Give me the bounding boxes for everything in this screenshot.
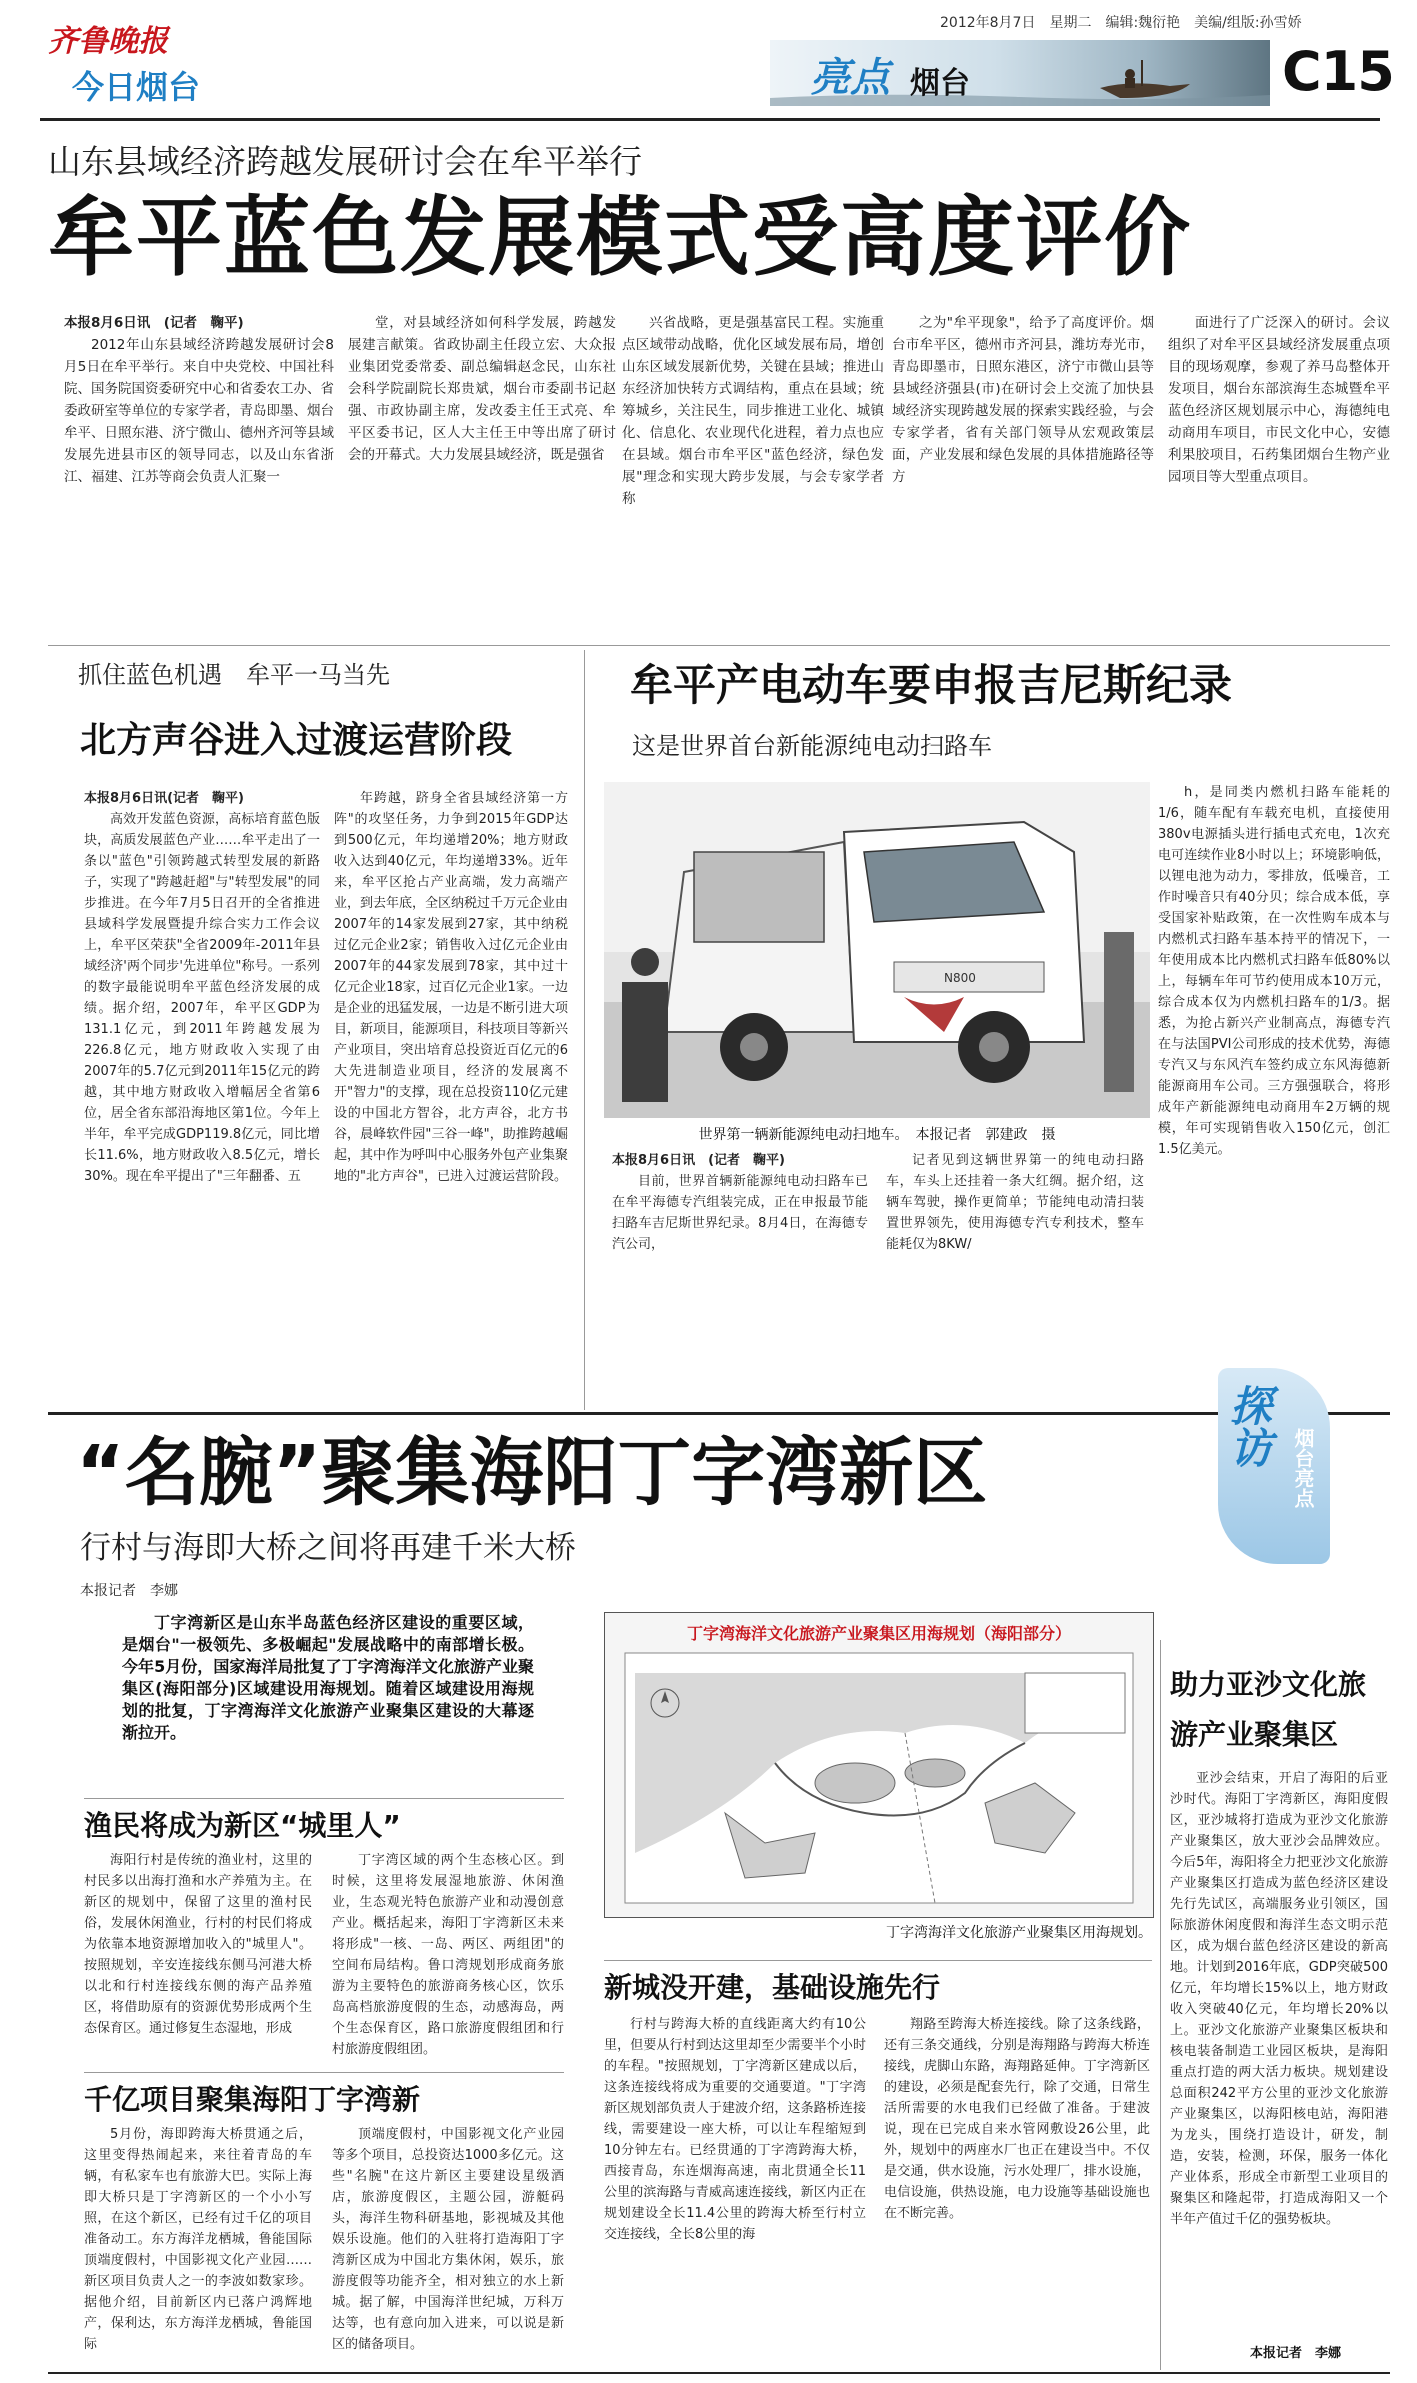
sec2-col-1 xyxy=(84,2124,312,2364)
story2-headline: 北方声谷进入过渡运营阶段 xyxy=(80,720,513,761)
lead-col-2 xyxy=(348,312,616,642)
page-bottom-rule xyxy=(48,2372,1390,2374)
lead-headline: 牟平蓝色发展模式受高度评价 xyxy=(48,188,1192,288)
truck-photo xyxy=(604,782,1150,1118)
sec2-top-rule xyxy=(84,2072,564,2073)
masthead-rule xyxy=(40,118,1380,121)
coastline-map-icon xyxy=(605,1613,1153,1917)
sec2-text-1: 5月份，海即跨海大桥贯通之后，这里变得热闹起来，来往着青岛的车辆，有私家车也有旅游大巴。实际上海即大桥只是丁字湾新区的一个小小写照，在这个新区，已经有过千亿的项目准备动工。东方海洋龙栖城，鲁能国际顶端度假村，中国影视文化产业园……新区项目负责人之一的李波如数家珍。据他介绍，目前新区内已落户鸿辉地产，保利达，东方海洋龙栖城，鲁能国际 xyxy=(84,2127,312,2352)
feature-headline: “名腕”聚集海阳丁字湾新区 xyxy=(76,1430,988,1516)
sec1-col-2 xyxy=(332,1850,564,2060)
story3-col-1 xyxy=(612,1150,868,1404)
planning-map xyxy=(604,1612,1154,1918)
sec3-col-1 xyxy=(604,2014,866,2364)
sweeper-truck-icon xyxy=(604,782,1150,1118)
story3-col-2 xyxy=(886,1150,1144,1404)
sec2-col-2 xyxy=(332,2124,564,2364)
tanfang-badge xyxy=(1218,1368,1330,1564)
story3-subhead: 这是世界首台新能源纯电动扫路车 xyxy=(632,732,992,760)
lead-byline: 本报8月6日讯 (记者 鞠平) xyxy=(64,315,244,331)
banner-title: 亮点 xyxy=(810,55,890,101)
lead-text-5: 面进行了广泛深入的研讨。会议组织了对牟平区县域经济发展重点项目的现场观摩，参观了养马岛整体开发项目，烟台东部滨海生态城暨牟平蓝色经济区规划展示中心，海德纯电动商用车项目，市民文化中心，安德利果胶项目，石药集团烟台生物产业园项目等大型重点项目。 xyxy=(1168,315,1390,485)
badge-big-text: 探访 xyxy=(1224,1384,1273,1468)
lead-col-1 xyxy=(64,312,334,642)
story2-text-1: 高效开发蓝色资源，高标培育蓝色版块，高质发展蓝色产业……牟平走出了一条以"蓝色"引领跨越式转型发展的新路子，实现了"跨越赶超"与"转型发展"的同步推进。在今年7月5日召开的全省推进县域科学发展暨提升综合实力工作会议上，牟平区荣获"全省2009年-2011年县域经济'两个同步'先进单位"称号。一系列的数字最能说明牟平蓝色经济发展的成绩。据介绍，2007年，牟平区GDP为131.1亿元，到2011年跨越发展为226.8亿元，地方财政收入实现了由2007年的5.7亿元到2011年15亿元的跨越，其中地方财政收入增幅居全省第6位，居全省东部沿海地区第1位。今年上半年，牟平完成GDP119.8亿元，同比增长11.6%，地方财政收入8.5亿元，增长30%。现在牟平提出了"三年翻番、五 xyxy=(84,812,320,1184)
column-divider xyxy=(584,650,585,1410)
sec3-text-1: 行村与跨海大桥的直线距离大约有10公里，但要从行村到达这里却至少需要半个小时的车程。"按照规划，丁字湾新区建成以后，这条连接线将成为重要的交通要道。"丁字湾新区规划部负责人于建波介绍，这条路桥连接线，需要建设一座大桥，可以让车程缩短到10分钟左右。已经贯通的丁字湾跨海大桥，西接青岛，东连烟海高速，南北贯通全长11公里的滨海路与青威高速连接线，新区内正在规划建设全长11.4公里的跨海大桥至行村立交连接线，全长8公里的海 xyxy=(604,2017,866,2242)
story3-col-3 xyxy=(1158,782,1390,1404)
sec1-text-1: 海阳行村是传统的渔业村，这里的村民多以出海打渔和水产养殖为主。在新区的规划中，保留了这里的渔村民俗，发展休闲渔业，行村的村民们将成为依靠本地资源增加收入的"城里人"。按照规划，辛安连接线东侧马河港大桥以北和行村连接线东侧的海产品养殖区，将借助原有的资源优势形成两个生态保育区。通过修复生态湿地，形成 xyxy=(84,1853,312,2036)
story2-kicker: 抓住蓝色机遇 牟平一马当先 xyxy=(78,661,390,689)
sec3-title: 新城没开建，基础设施先行 xyxy=(604,1971,941,2004)
badge-small-text: 烟台亮点 xyxy=(1291,1428,1315,1508)
lead-kicker: 山东县域经济跨越发展研讨会在牟平举行 xyxy=(48,142,642,181)
lead-col-5 xyxy=(1168,312,1390,642)
sec3-col-2 xyxy=(884,2014,1150,2364)
sec1-col-1 xyxy=(84,1850,312,2060)
lead-text-1: 2012年山东县域经济跨越发展研讨会8月5日在牟平举行。来自中央党校、中国社科院、国务院国资委研究中心和省委农工办、省委政研室等单位的专家学者，青岛即墨、烟台牟平、日照东港、济宁微山、德州齐河等县域发展先进县市区的领导同志，以及山东省浙江、福建、江苏等商会负责人汇聚一 xyxy=(64,337,334,485)
truck-photo-caption: 世界第一辆新能源纯电动扫地车。 本报记者 郭建政 摄 xyxy=(698,1127,1056,1143)
story2-col-1 xyxy=(84,788,320,1398)
truck-plate: N800 xyxy=(944,971,976,985)
sidebar-body xyxy=(1170,1768,1388,2338)
lead-col-4 xyxy=(892,312,1154,642)
map-caption: 丁字湾海洋文化旅游产业聚集区用海规划。 xyxy=(886,1925,1152,1941)
sidebar-text: 亚沙会结束，开启了海阳的后亚沙时代。海阳丁字湾新区，海阳度假区，亚沙城将打造成为亚沙文化旅游产业聚集区，放大亚沙会品牌效应。今后5年，海阳将全力把亚沙文化旅游产业聚集区打造成为蓝色经济区建设先行先试区，高端服务业引领区，国际旅游休闲度假和海洋生态文明示范区，成为烟台蓝色经济区建设的新高地。计划到2016年底，GDP突破500亿元，年均增长15%以上，地方财政收入突破40亿元，年均增长20%以上。亚沙文化旅游产业聚集区板块和核电装备制造工业园区板块，是海阳重点打造的两大活力板块。规划建设总面积242平方公里的亚沙文化旅游产业聚集区，以海阳核电站，海阳港为龙头，围绕打造设计，研发，制造，安装，检测，环保，服务一体化产业体系，形成全市新型工业项目的聚集区和隆起带，打造成海阳又一个半年产值过千亿的强势板块。 xyxy=(1170,1771,1388,2227)
banner-strip xyxy=(770,40,1270,106)
lead-text-2: 堂，对县域经济如何科学发展，跨越发展建言献策。省政协副主任段立宏、大众报业集团党委常委、副总编辑赵念民，山东社会科学院副院长郑贵斌，烟台市委副书记赵强、市政协副主席，发改委主任王式亮、牟平区委书记，区人大主任王中等出席了研讨会的开幕式。大力发展县域经济，既是强省 xyxy=(348,315,616,463)
sec2-title: 千亿项目聚集海阳丁字湾新 xyxy=(84,2083,421,2116)
lead-col-3 xyxy=(622,312,884,642)
sidebar-divider xyxy=(1160,1640,1161,2370)
feature-top-rule xyxy=(48,1412,1390,1415)
feature-intro: 丁字湾新区是山东半岛蓝色经济区建设的重要区域，是烟台"一极领先、多极崛起"发展战略中的南部增长极。今年5月份，国家海洋局批复了丁字湾海洋文化旅游产业聚集区(海阳部分)区域建设用海规划。随着区域建设用海规划的批复，丁字湾海洋文化旅游产业聚集区建设的大幕逐渐拉开。 xyxy=(122,1613,534,1742)
section-name: 今日烟台 xyxy=(72,68,201,106)
story2-col-2 xyxy=(334,788,568,1398)
lead-bottom-rule xyxy=(48,645,1390,646)
page-number: C15 xyxy=(1282,40,1394,103)
lead-text-3: 兴省战略，更是强基富民工程。实施重点区域带动战略，优化区域发展布局，增创山东区域发展新优势，关键在县域；推进山东经济加快转方式调结构，重点在县域；统筹城乡，关注民生，同步推进工业化、城镇化、信息化、农业现代化进程，着力点也应在县域。烟台市牟平区"蓝色经济，绿色发展"理念和实现大跨步发展，与会专家学者称 xyxy=(622,315,884,507)
lead-text-4: 之为"牟平现象"，给予了高度评价。烟台市牟平区，德州市齐河县，潍坊寿光市，青岛即墨市，日照东港区，济宁市微山县等县域经济强县(市)在研讨会上交流了加快县域经济实现跨越发展的探索实践经验，与会专家学者，省有关部门领导从宏观政策层面，产业发展和绿色发展的具体措施路径等方 xyxy=(892,315,1154,485)
paper-logo: 齐鲁晚报 xyxy=(48,24,168,59)
feature-byline: 本报记者 李娜 xyxy=(80,1583,178,1599)
sidebar-byline: 本报记者 李娜 xyxy=(1250,2346,1342,2361)
story3-headline: 牟平产电动车要申报吉尼斯纪录 xyxy=(630,661,1232,711)
story3-text-3: h，是同类内燃机扫路车能耗的1/6，随车配有车载充电机，直接使用380v电源插头进行插电式充电，1次充电可连续作业8小时以上；环境影响低，以锂电池为动力，零排放，低噪音，工作时噪音只有40分贝；综合成本低，享受国家补贴政策，在一次性购车成本与内燃机式扫路车基本持平的情况下，一年使用成本比内燃机式扫路车低80%以上，每辆车年可节约使用成本10万元，综合成本仅为内燃机扫路车的1/3。据悉，为抢占新兴产业制高点，海德专汽在与法国PVI公司形成的技术优势，海德专汽又与东风汽车签约成立东风海德新能源商用车公司。三方强强联合，将形成年产新能源纯电动商用车2万辆的规模，年可实现销售收入150亿元，创汇1.5亿美元。 xyxy=(1158,785,1390,1157)
story3-text-1: 目前，世界首辆新能源纯电动扫路车已在牟平海德专汽组装完成，正在申报最节能扫路车吉尼斯世界纪录。8月4日，在海德专汽公司， xyxy=(612,1174,868,1252)
banner-city: 烟台 xyxy=(910,66,970,101)
sec3-top-rule xyxy=(604,1960,1152,1961)
story2-byline: 本报8月6日讯(记者 鞠平) xyxy=(84,791,244,806)
story2-text-2: 年跨越，跻身全省县域经济第一方阵"的攻坚任务，力争到2015年GDP达到500亿元，年均递增20%；地方财政收入达到40亿元，年均递增33%。近年来，牟平区抢占产业高端，发力高端产业，到去年底，全区纳税过千万元企业由2007年的14家发展到27家，其中纳税过亿元企业2家；销售收入过亿元企业由2007年的44家发展到78家，其中过十亿元企业18家，过百亿元企业1家。一边是企业的迅猛发展，一边是不断引进大项目，新项目，能源项目，科技项目等新兴产业项目，突出培育总投资近百亿元的6大先进制造业项目，经济的发展离不开"智力"的支撑，现在总投资110亿元建设的中国北方智谷，北方声谷，北方书谷，晨峰软件园"三谷一峰"，助推跨越崛起，其中作为呼叫中心服务外包产业集聚地的"北方声谷"，已进入过渡运营阶段。 xyxy=(334,791,568,1184)
date-line: 2012年8月7日 星期二 编辑:魏衍艳 美编/组版:孙雪娇 xyxy=(940,15,1302,31)
sec1-title: 渔民将成为新区“城里人” xyxy=(84,1809,401,1842)
sec3-text-2: 翔路至跨海大桥连接线。除了这条线路，还有三条交通线，分别是海翔路与跨海大桥连接线，虎脚山东路，海翔路延伸。丁字湾新区的建设，必须是配套先行，除了交通，日常生活所需要的水电我们已经做了准备。于建波说，现在已完成自来水管网敷设26公里，此外，规划中的两座水厂也正在建设当中。不仅是交通，供水设施，污水处理厂，排水设施，电信设施，供热设施，电力设施等基础设施也在不断完善。 xyxy=(884,2017,1150,2221)
sec1-top-rule xyxy=(84,1798,564,1799)
story3-byline: 本报8月6日讯 (记者 鞠平) xyxy=(612,1153,785,1168)
sidebar-title: 助力亚沙文化旅游产业聚集区 xyxy=(1170,1668,1367,1751)
masthead xyxy=(0,0,1417,118)
sec1-text-2: 丁字湾区域的两个生态核心区。到时候，这里将发展湿地旅游、休闲渔业，生态观光特色旅游产业和动漫创意产业。概括起来，海阳丁字湾新区未来将形成"一核、一岛、两区、两组团"的空间布局结构。鲁口湾规划形成商务旅游为主要特色的旅游商务核心区，饮乐岛高档旅游度假的生态，动感海岛，两个生态保育区，路口旅游度假组团和行村旅游度假组团。 xyxy=(332,1853,564,2057)
feature-subhead: 行村与海即大桥之间将再建千米大桥 xyxy=(80,1530,576,1566)
sec2-text-2: 顶端度假村，中国影视文化产业园等多个项目，总投资达1000多亿元。这些"名腕"在这片新区主要建设星级酒店，旅游度假区，主题公园，游艇码头，海洋生物科研基地，影视城及其他娱乐设施。他们的入驻将打造海阳丁字湾新区成为中国北方集休闲，娱乐，旅游度假等功能齐全，相对独立的水上新城。据了解，中国海洋世纪城，万科万达等，也有意向加入进来，可以说是新区的储备项目。 xyxy=(332,2127,564,2352)
map-title: 丁字湾海洋文化旅游产业聚集区用海规划（海阳部分） xyxy=(686,1624,1071,1643)
story3-text-2: 记者见到这辆世界第一的纯电动扫路车，车头上还挂着一条大红绸。据介绍，这辆车驾驶，操作更简单；节能纯电动清扫装置世界领先，使用海德专汽专利技术，整车能耗仅为8KW/ xyxy=(886,1153,1144,1252)
